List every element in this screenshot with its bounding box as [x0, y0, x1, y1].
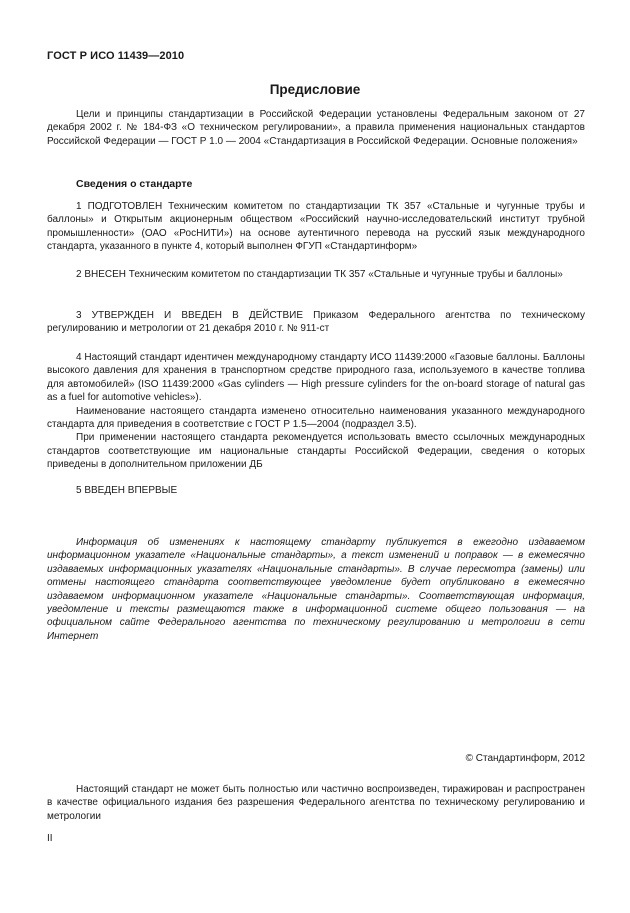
clause-3-text: 3 УТВЕРЖДЕН И ВВЕДЕН В ДЕЙСТВИЕ Приказом Федерального агентства по техническому регулированию и метрологии от 21 декабря 2010 г. № 911-ст — [47, 310, 585, 335]
document-code: ГОСТ Р ИСО 11439—2010 — [47, 50, 185, 62]
clause-1-text: 1 ПОДГОТОВЛЕН Техническим комитетом по стандартизации ТК 357 «Стальные и чугунные трубы и баллоны» и Открытым акционерным обществом «Российский научно-исследовательский институт трубной промышленности» (ОАО «РосНИТИ») на основе аутентичного перевода на русский язык международного стандарта, указанного в пункте 4, который выполнен ФГУП «Стандартинформ» — [47, 201, 585, 253]
info-heading: Сведения о стандарте — [76, 178, 193, 190]
clause-4 — [47, 351, 585, 472]
clause-4-text: 4 Настоящий стандарт идентичен международному стандарту ИСО 11439:2000 «Газовые баллоны. Баллоны высокого давления для хранения в транспортном средстве природного газа, используемого в качестве топлива для автомобилей» (ISO 11439:2000 «Gas cylinders — High pressure cylinders for the on-board storage of natural gas as a fuel for automotive vehicles»). — [47, 352, 585, 404]
clause-3 — [47, 309, 585, 336]
reproduction-notice-text: Настоящий стандарт не может быть полностью или частично воспроизведен, тиражирован и распространен в качестве официального издания без разрешения Федерального агентства по техническому регулированию и метрологии — [47, 784, 585, 822]
changes-notice-text: Информация об изменениях к настоящему стандарту публикуется в ежегодно издаваемом информационном указателе «Национальные стандарты», а текст изменений и поправок — в ежемесячно издаваемых информационных указателях «Национальные стандарты». В случае пересмотра (замены) или отмены настоящего стандарта соответствующее уведомление будет опубликовано в ежемесячно издаваемом информационном указателе «Национальные стандарты». Соответствующая информация, уведомление и тексты размещаются также в информационной системе общего пользования — на официальном сайте Федерального агентства по техническому регулированию и метрологии в сети Интернет — [47, 537, 585, 642]
page-title: Предисловие — [269, 82, 361, 97]
page-number: II — [47, 833, 53, 844]
intro-text: Цели и принципы стандартизации в Российской Федерации установлены Федеральным законом от 27 декабря 2002 г. № 184-ФЗ «О техническом регулировании», а правила применения национальных стандартов Российской Федерации — ГОСТ Р 1.0 — 2004 «Стандартизация в Российской Федерации. Основные положения» — [47, 109, 585, 147]
clause-2 — [47, 268, 585, 281]
clause-5 — [47, 484, 585, 497]
copyright-line: © Стандартинформ, 2012 — [465, 753, 585, 764]
clause-5-text: 5 ВВЕДЕН ВПЕРВЫЕ — [76, 485, 178, 496]
clause-4-references-note: При применении настоящего стандарта рекомендуется использовать вместо ссылочных международных стандартов соответствующие им национальные стандарты Российской Федерации, сведения о которых приведены в дополнительном приложении ДБ — [47, 432, 585, 471]
intro-paragraph — [47, 108, 585, 148]
clause-2-text: 2 ВНЕСЕН Техническим комитетом по стандартизации ТК 357 «Стальные и чугунные трубы и баллоны» — [76, 269, 563, 280]
clause-4-name-note: Наименование настоящего стандарта изменено относительно наименования указанного международного стандарта для приведения в соответствие с ГОСТ Р 1.5—2004 (подраздел 3.5). — [47, 405, 585, 431]
clause-1 — [47, 200, 585, 254]
changes-notice — [47, 536, 585, 643]
reproduction-notice — [47, 783, 585, 823]
